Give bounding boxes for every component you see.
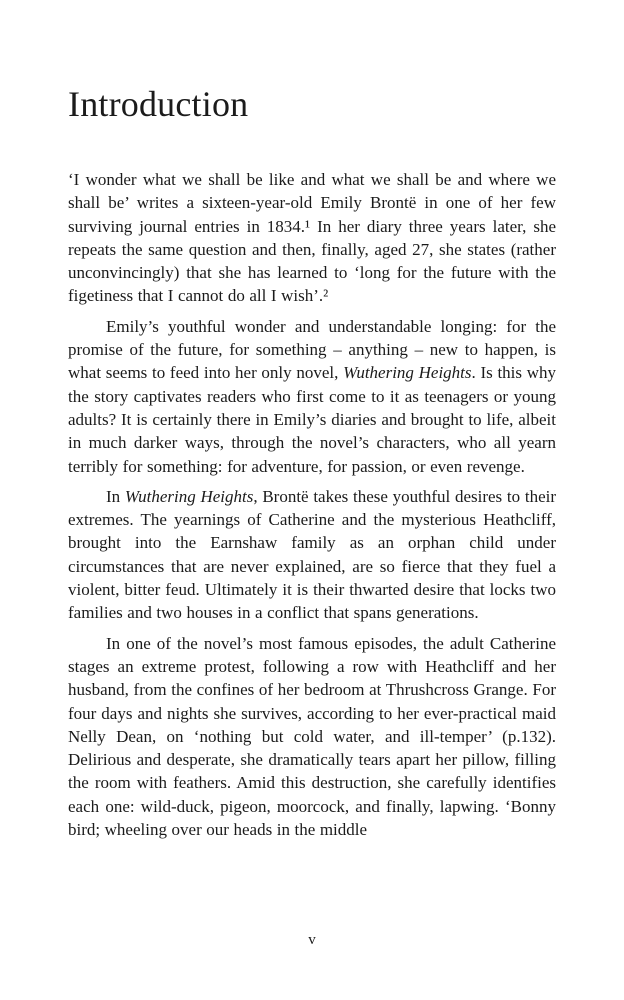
text-segment: , Brontë takes these youthful desires to their extremes. The yearnings of Catherine and the mysterious Heathcliff, brought into the Earnshaw family as an orphan child under circumstances that are never explained, are so fierce that they fuel a violent, bitter feud. Ultimately it is their thwarted desire that locks two families and two houses in a conflict that spans generations. xyxy=(68,486,557,623)
paragraph xyxy=(68,315,556,478)
paragraph xyxy=(68,485,556,625)
paragraph xyxy=(68,168,556,308)
text-segment: . Is this why the story captivates readers who first come to it as teenagers or young adults? It is certainly there in Emily’s diaries and brought to life, albeit in much darker ways, through the novel’s characters, who all yearn terribly for something: for adventure, for passion, or even revenge. xyxy=(68,363,556,476)
text-segment: Emily’s youthful wonder and understandable longing: for the promise of the future, for something – anything – new to happen, is what seems to feed into her only novel, xyxy=(68,316,556,383)
paragraph xyxy=(68,632,556,842)
body-text xyxy=(68,168,556,841)
text-segment: In xyxy=(106,486,125,506)
page-content xyxy=(68,84,556,848)
page-number: v xyxy=(308,932,316,948)
book-title-text: Wuthering Heights xyxy=(124,486,254,506)
chapter-title: Introduction xyxy=(68,84,249,124)
text-segment: ‘I wonder what we shall be like and what we shall be and where we shall be’ writes a sixteen-year-old Emily Brontë in one of her few surviving journal entries in 1834.¹ In her diary three years later, she repeats the same question and then, finally, aged 27, she states (rather unconvincingly) that she has learned to ‘long for the future with the figetiness that I cannot do all I wish’.² xyxy=(68,170,556,306)
text-segment: In one of the novel’s most famous episodes, the adult Catherine stages an extreme protest, following a row with Heathcliff and her husband, from the confines of her bedroom at Thrushcross Grange. For four days and nights she survives, according to her ever-practical maid Nelly Dean, on ‘nothing but cold water, and ill-temper’ (p.132). Delirious and desperate, she dramatically tears apart her pillow, filling the room with feathers. Amid this destruction, she carefully identifies each one: wild-duck, pigeon, moorcock, and finally, lapwing. ‘Bonny bird; wheeling over our heads in the middle xyxy=(68,633,556,840)
book-title-text: Wuthering Heights xyxy=(343,363,472,383)
